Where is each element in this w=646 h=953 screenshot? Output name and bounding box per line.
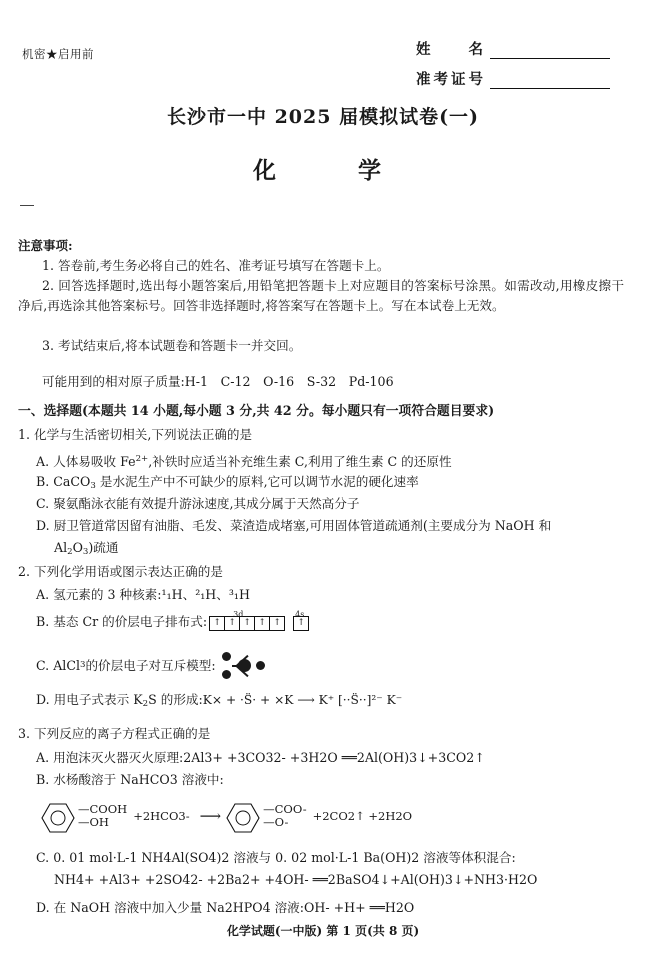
question-2-stem: 2. 下列化学用语或图示表达正确的是: [18, 564, 223, 579]
page-footer: 化学试题(一中版) 第 1 页(共 8 页): [226, 924, 420, 938]
q1a-post: ,补铁时应适当补充维生素 C,利用了维生素 C 的还原性: [148, 454, 452, 469]
orbital-label-4s: 4s: [295, 610, 305, 619]
q2d-sub: 2: [142, 699, 149, 709]
benzene-ring-product: [225, 794, 265, 838]
q1b-post: 是水泥生产中不可缺少的原料,它可以调节水泥的硬化速率: [95, 474, 419, 489]
salicylic-acid-reaction: [40, 790, 620, 842]
orbital-diagram-4s: [293, 610, 309, 631]
o-minus-group: —O-: [263, 815, 289, 829]
orbital-label-3d: 3d: [233, 610, 244, 619]
question-1-option-d: D. 厨卫管道常因留有油脂、毛发、菜渣造成堵塞,可用固体管道疏通剂(主要成分为 NaOH 和: [36, 518, 552, 533]
notice-item-3: 3. 考试结束后,将本试题卷和答题卡一并交回。: [42, 338, 302, 353]
name-field-row: [416, 38, 610, 59]
q1a-pre: A. 人体易吸收 Fe: [36, 454, 136, 469]
orbital-cell: ↑: [254, 616, 269, 631]
central-atom: [238, 659, 251, 672]
q2a-pre: A. 氢元素的 3 种核素:: [36, 587, 162, 602]
cooh-group: —COOH: [78, 802, 128, 816]
orbital-cell: ↑: [224, 616, 239, 631]
notice-item-1: 1. 答卷前,考生务必将自己的姓名、准考证号填写在答题卡上。: [42, 258, 390, 273]
question-1-option-d-cont: [54, 538, 614, 562]
q1d-sub2: 3: [82, 547, 89, 557]
ticket-label: 准考证号: [416, 71, 486, 88]
divider: [20, 205, 34, 206]
orbital-cell: ↑: [239, 616, 254, 631]
notice-item-2: 2. 回答选择题时,选出每小题答案后,用铅笔把答题卡上对应题目的答案标号涂黑。如需改动,用橡皮擦干净后,再选涂其他答案标号。回答非选择题时,将答案写在答题卡上。写在本试卷上无效。: [18, 278, 624, 313]
reactant-bicarbonate: +2HCO3-: [133, 809, 190, 823]
q2a-nuclides: ¹₁H、²₁H、³₁H: [161, 587, 250, 602]
q2d-equation: K× + ·S̈· + ×K ⟶ K⁺ [··S̈··]²⁻ K⁻: [202, 693, 403, 707]
q1b-sub: 3: [90, 481, 96, 491]
orbital-cell: ↑: [209, 616, 224, 631]
confidential-label: 机密★启用前: [22, 47, 94, 61]
benzene-svg: [225, 794, 265, 838]
q2d-mid: S 的形成:: [148, 692, 203, 707]
question-2-option-c: [36, 648, 636, 682]
reaction-arrow-icon: ⟶: [199, 807, 222, 825]
q1d-mid: O: [72, 540, 83, 555]
benzene-ring-reactant: [40, 794, 80, 838]
q1a-sup: 2+: [135, 454, 149, 464]
orbital-cell: ↑: [269, 616, 285, 631]
question-3-option-b: B. 水杨酸溶于 NaHCO3 溶液中:: [36, 772, 224, 787]
page-title: 长沙市一中 2025 届模拟试卷(一): [166, 106, 480, 128]
question-3-stem: 3. 下列反应的离子方程式正确的是: [18, 726, 211, 741]
oh-group: —OH: [78, 815, 109, 829]
question-3-option-c: C. 0. 01 mol·L-1 NH4Al(SO4)2 溶液与 0. 02 mol·L-1 Ba(OH)2 溶液等体积混合:: [36, 850, 516, 865]
question-2-option-a: [36, 585, 636, 604]
question-2-option-b: [36, 612, 636, 631]
question-3-option-a: A. 用泡沫灭火器灭火原理:2Al3+ +3CO32- +3H2O ══2Al(OH)3↓+3CO2↑: [36, 750, 485, 765]
question-3-option-c-cont: NH4+ +Al3+ +2SO42- +2Ba2+ +4OH- ══2BaSO4↓+Al(OH)3↓+NH3·H2O: [54, 872, 538, 887]
notice-heading: 注意事项:: [18, 238, 73, 253]
name-label: 姓 名: [416, 41, 486, 58]
q2d-pre: D. 用电子式表示 K: [36, 692, 143, 707]
q1d-sub1: 2: [67, 547, 73, 557]
question-3-option-d: D. 在 NaOH 溶液中加入少量 Na2HPO4 溶液:OH- +H+ ══H2O: [36, 900, 415, 915]
question-2-option-d: [36, 690, 636, 714]
ticket-field-row: [416, 68, 610, 89]
q1b-pre: B. CaCO: [36, 474, 91, 489]
ligand-atom: [222, 670, 231, 679]
section-heading-choice: 一、选择题(本题共 14 小题,每小题 3 分,共 42 分。每小题只有一项符合题目要求): [18, 404, 495, 419]
q2c-pre: C. AlCl: [36, 657, 80, 673]
q2c-post: 的价层电子对互斥模型:: [85, 657, 216, 673]
question-1-stem: 1. 化学与生活密切相关,下列说法正确的是: [18, 427, 253, 442]
ticket-input[interactable]: [490, 72, 610, 89]
atomic-masses: 可能用到的相对原子质量:H-1 C-12 O-16 S-32 Pd-106: [42, 374, 394, 389]
question-1-option-c: C. 聚氨酯泳衣能有效提升游泳速度,其成分属于天然高分子: [36, 496, 360, 511]
q2c-sub: 3: [79, 659, 86, 670]
q1d-pre: Al: [54, 540, 68, 555]
subject-title: 化 学: [253, 157, 393, 184]
question-1-option-a: [36, 450, 636, 471]
q2b-pre: B. 基态 Cr 的价层电子排布式:: [36, 614, 208, 629]
name-input[interactable]: [490, 42, 610, 59]
benzene-svg: [40, 794, 80, 838]
orbital-diagram-3d: [209, 610, 285, 631]
ligand-atom: [222, 652, 231, 661]
q1d-post: )疏通: [88, 540, 119, 555]
coo-group: —COO-: [263, 802, 307, 816]
page-header: [0, 38, 646, 108]
orbital-cell: ↑: [293, 616, 309, 631]
product-co2-h2o: +2CO2↑ +2H2O: [312, 809, 413, 823]
alcl3-ball-stick-model: [216, 648, 278, 682]
question-1-option-b: [36, 472, 636, 496]
ligand-atom: [256, 661, 265, 670]
